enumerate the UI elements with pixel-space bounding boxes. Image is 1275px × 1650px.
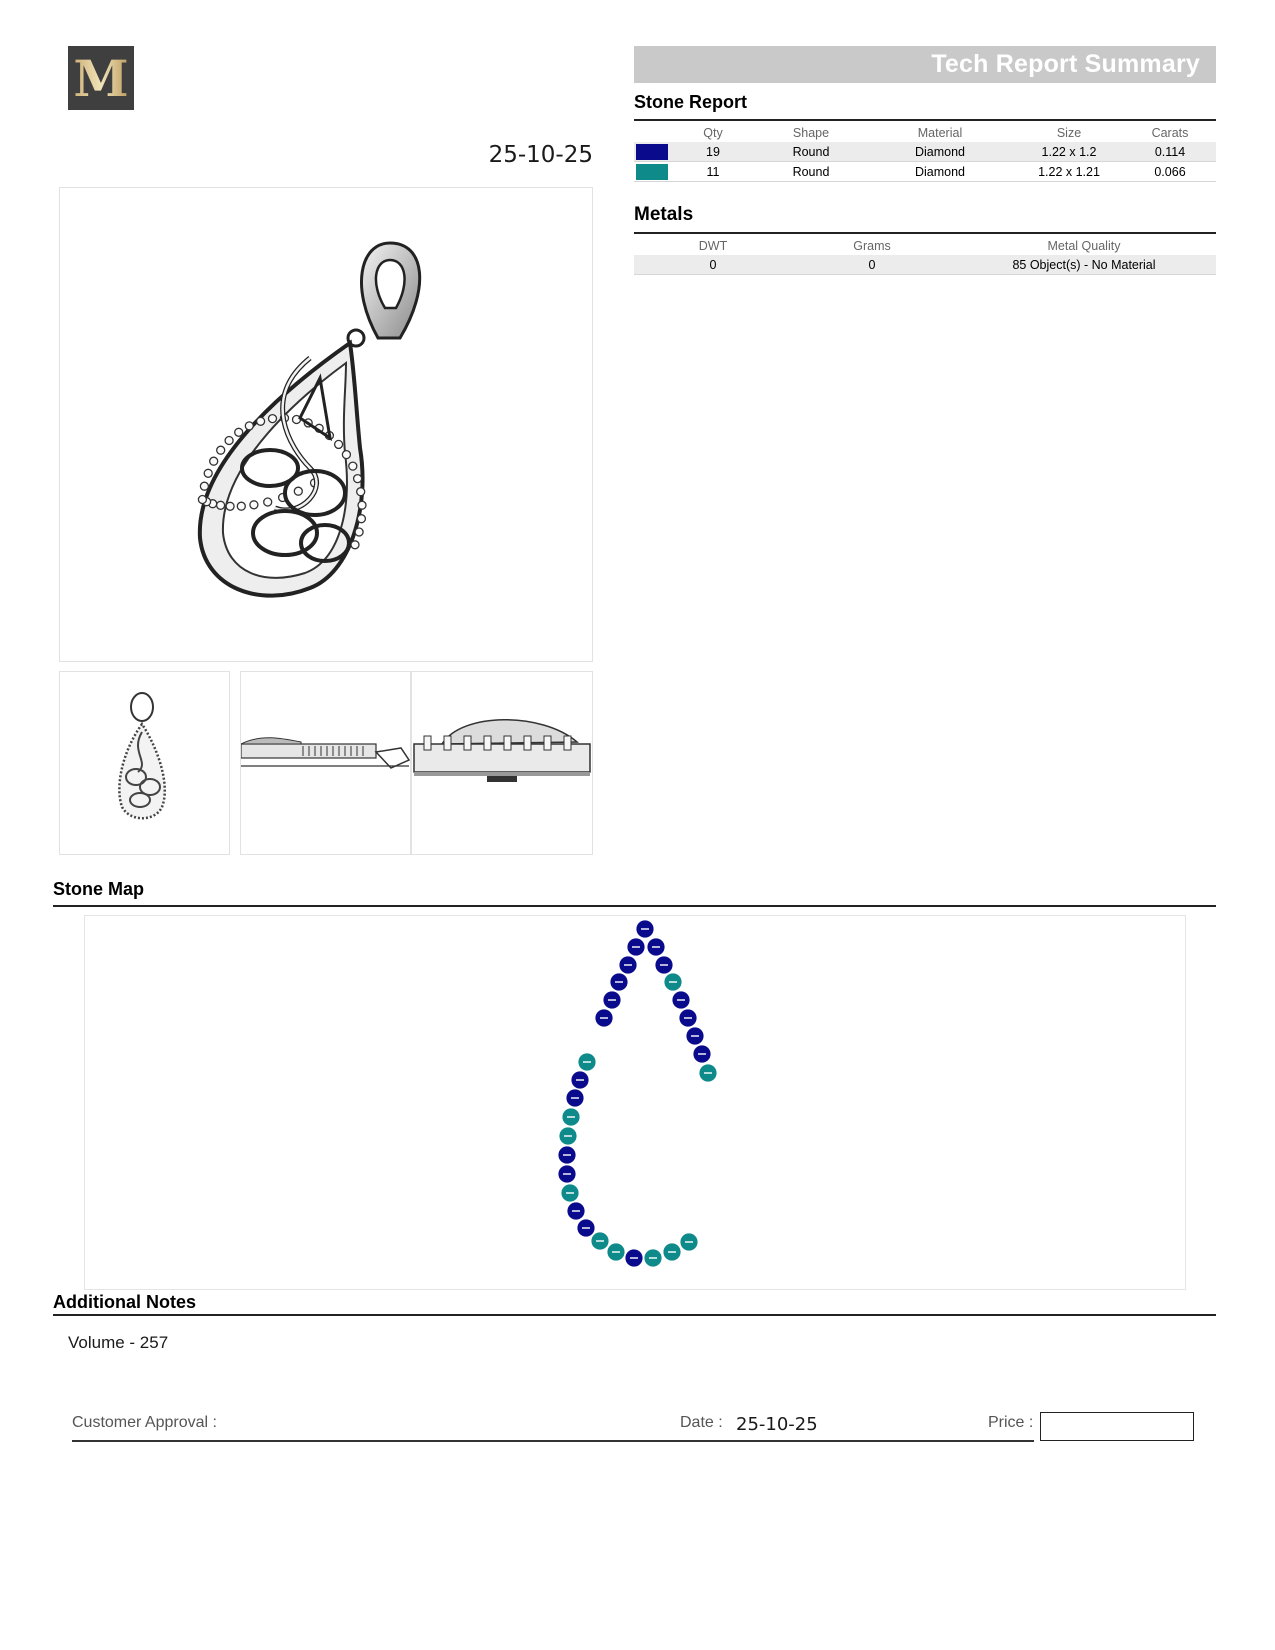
column-header: Size xyxy=(1056,125,1082,140)
report-title: Tech Report Summary xyxy=(931,50,1200,78)
stone-blue xyxy=(625,1249,643,1267)
stone-blue xyxy=(619,956,637,974)
table-row xyxy=(634,255,1216,275)
thumbnail-top-view xyxy=(411,671,593,855)
stone-blue xyxy=(686,1027,704,1045)
dwt-cell: 0 xyxy=(634,255,792,275)
stone-blue xyxy=(636,920,654,938)
stone-blue xyxy=(647,938,665,956)
stone-color-swatch xyxy=(636,164,668,180)
stone-blue xyxy=(655,956,673,974)
stone-teal xyxy=(644,1249,662,1267)
material-cell: Diamond xyxy=(866,142,1014,162)
stone-blue xyxy=(571,1071,589,1089)
report-date: 25-10-25 xyxy=(488,142,593,168)
stone-teal xyxy=(562,1108,580,1126)
stone-teal xyxy=(578,1053,596,1071)
signature-line xyxy=(72,1440,1034,1442)
stone-map-diagram xyxy=(85,916,1185,1289)
column-header: Shape xyxy=(792,125,830,140)
stone-teal xyxy=(607,1243,625,1261)
logo-letter: M xyxy=(68,46,134,110)
shape-cell: Round xyxy=(756,142,866,162)
volume-note: Volume - 257 xyxy=(68,1333,169,1352)
main-render-image xyxy=(59,187,593,662)
stone-map-title: Stone Map xyxy=(53,879,145,899)
additional-notes-title: Additional Notes xyxy=(53,1292,196,1312)
metals-table xyxy=(634,236,1216,275)
stone-teal xyxy=(591,1232,609,1250)
stone-blue xyxy=(558,1165,576,1183)
stone-blue xyxy=(577,1219,595,1237)
column-header: Carats xyxy=(1151,125,1189,140)
column-header: Grams xyxy=(853,238,891,253)
stone-blue xyxy=(693,1045,711,1063)
stone-report-table xyxy=(634,123,1216,182)
pendant-top-view xyxy=(412,672,592,854)
price-field[interactable] xyxy=(1040,1412,1194,1441)
stone-map-panel xyxy=(84,915,1186,1290)
column-header: Material xyxy=(917,125,963,140)
approval-date-value: 25-10-25 xyxy=(736,1414,818,1435)
divider xyxy=(53,905,1216,907)
stone-blue xyxy=(567,1202,585,1220)
stone-blue xyxy=(595,1009,613,1027)
approval-date-label: Date : xyxy=(680,1414,723,1431)
stone-blue xyxy=(672,991,690,1009)
table-row xyxy=(634,162,1216,182)
stone-teal xyxy=(561,1184,579,1202)
stone-blue xyxy=(566,1089,584,1107)
stone-teal xyxy=(664,973,682,991)
pendant-front-view xyxy=(60,672,229,854)
material-cell: Diamond xyxy=(866,162,1014,182)
thumbnail-front-view xyxy=(59,671,230,855)
divider xyxy=(53,1314,1216,1316)
qty-cell: 19 xyxy=(670,142,756,162)
column-header: Metal Quality xyxy=(1047,238,1121,253)
carats-cell: 0.066 xyxy=(1124,162,1216,182)
pendant-side-view xyxy=(241,672,410,854)
divider xyxy=(634,119,1216,121)
stone-report-title: Stone Report xyxy=(634,92,748,112)
thumbnail-side-view xyxy=(240,671,411,855)
grams-cell: 0 xyxy=(792,255,952,275)
report-header-bar xyxy=(634,46,1216,83)
size-cell: 1.22 x 1.21 xyxy=(1014,162,1124,182)
stone-color-swatch xyxy=(636,144,668,160)
metal-quality-cell: 85 Object(s) - No Material xyxy=(952,255,1216,275)
stone-teal xyxy=(699,1064,717,1082)
table-row xyxy=(634,142,1216,162)
stone-blue xyxy=(610,973,628,991)
price-label: Price : xyxy=(988,1414,1034,1431)
stone-blue xyxy=(558,1146,576,1164)
stone-blue xyxy=(627,938,645,956)
column-header: DWT xyxy=(698,238,728,253)
stone-teal xyxy=(559,1127,577,1145)
customer-approval-label: Customer Approval : xyxy=(72,1414,217,1431)
stone-blue xyxy=(603,991,621,1009)
size-cell: 1.22 x 1.2 xyxy=(1014,142,1124,162)
metals-title: Metals xyxy=(634,204,694,225)
divider xyxy=(634,232,1216,234)
stone-teal xyxy=(663,1243,681,1261)
shape-cell: Round xyxy=(756,162,866,182)
stone-teal xyxy=(680,1233,698,1251)
qty-cell: 11 xyxy=(670,162,756,182)
company-logo xyxy=(68,46,134,110)
stone-blue xyxy=(679,1009,697,1027)
column-header: Qty xyxy=(703,125,723,140)
column-header xyxy=(634,123,670,142)
carats-cell: 0.114 xyxy=(1124,142,1216,162)
pendant-perspective-render xyxy=(60,188,592,661)
